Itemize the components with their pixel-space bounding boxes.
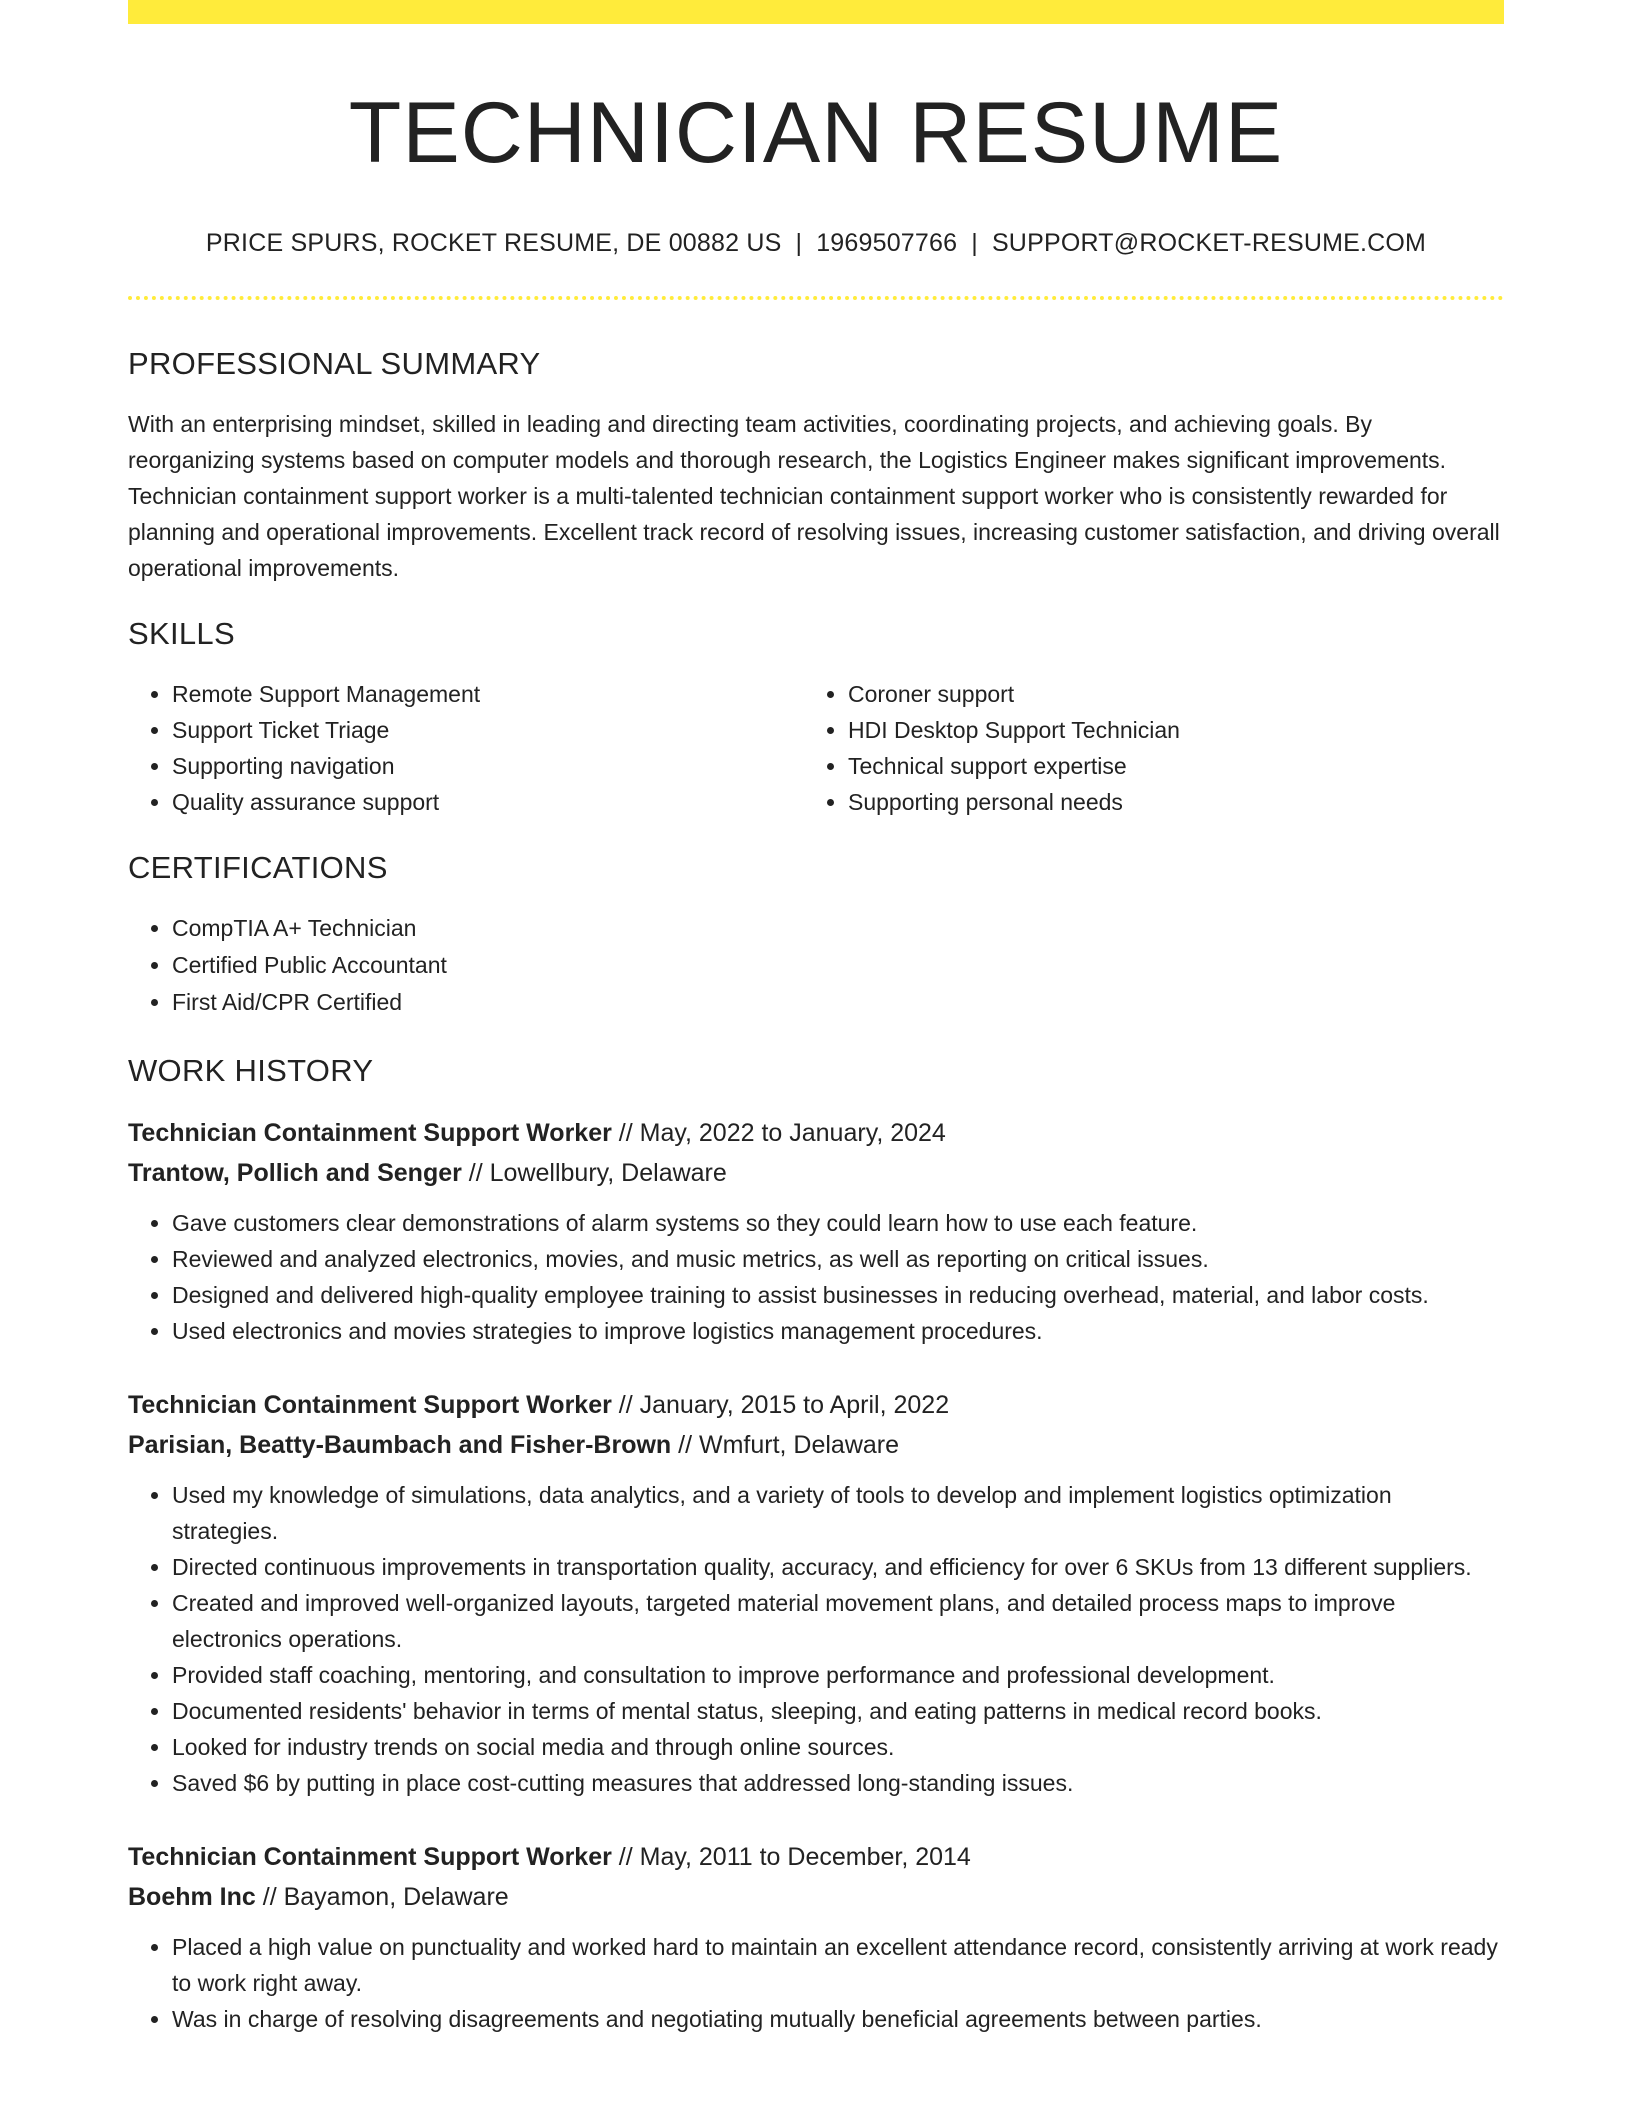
job-bullets (128, 1205, 1504, 1349)
job-company: Parisian, Beatty-Baumbach and Fisher-Brown (128, 1431, 672, 1460)
job-bullet: • Documented residents' behavior in terms of mental status, sleeping, and eating patterns in medical record books. (172, 1693, 1504, 1729)
job-bullet: • Directed continuous improvements in transportation quality, accuracy, and efficiency for over 6 SKUs from 13 different suppliers. (172, 1549, 1504, 1585)
job-company-line (128, 1425, 1504, 1465)
skill-item: • Remote Support Management (172, 676, 804, 712)
top-accent-bar (128, 0, 1504, 24)
skills-list-right (804, 676, 1480, 820)
certifications-heading: CERTIFICATIONS (128, 850, 388, 886)
job-company-line (128, 1877, 1504, 1917)
resume-page (128, 0, 1504, 2037)
job-bullet: • Looked for industry trends on social media and through online sources. (172, 1729, 1504, 1765)
certifications-list (128, 910, 1504, 1021)
contact-address: PRICE SPURS, ROCKET RESUME, DE 00882 US (205, 229, 782, 258)
job-dates: // January, 2015 to April, 2022 (611, 1391, 950, 1420)
job-entry (128, 1385, 1504, 1801)
job-bullet: • Provided staff coaching, mentoring, and consultation to improve performance and professional development. (172, 1657, 1504, 1693)
job-entry (128, 1113, 1504, 1349)
certification-item: • CompTIA A+ Technician (172, 910, 1504, 947)
skill-item: • Support Ticket Triage (172, 712, 804, 748)
job-bullet: • Placed a high value on punctuality and worked hard to maintain an excellent attendance record, consistently arriving at work ready to work right away. (172, 1929, 1504, 2001)
certification-item: • First Aid/CPR Certified (172, 984, 1504, 1021)
job-location: // Wmfurt, Delaware (671, 1431, 900, 1460)
skill-item: • Coroner support (848, 676, 1480, 712)
job-role: Technician Containment Support Worker (128, 1843, 612, 1872)
job-role-line (128, 1837, 1504, 1877)
certification-item: • Certified Public Accountant (172, 947, 1504, 984)
job-bullet: • Used my knowledge of simulations, data analytics, and a variety of tools to develop and implement logistics optimization strategies. (172, 1477, 1504, 1549)
contact-separator: | (971, 229, 978, 258)
contact-separator: | (795, 229, 803, 258)
job-bullet: • Used electronics and movies strategies to improve logistics management procedures. (172, 1313, 1504, 1349)
skills-list-left (128, 676, 804, 820)
job-bullet: • Reviewed and analyzed electronics, movies, and music metrics, as well as reporting on critical issues. (172, 1241, 1504, 1277)
contact-phone: 1969507766 (816, 229, 958, 258)
skills-heading: SKILLS (128, 616, 235, 652)
summary-text: With an enterprising mindset, skilled in leading and directing team activities, coordinating projects, and achieving goals. By reorganizing systems based on computer models and thorough research, the Logistics Engineer makes significant improvements. Technician containment support worker is a multi-talented technician containment support worker who is consistently rewarded for planning and operational improvements. Excellent track record of resolving issues, increasing customer satisfaction, and driving overall operational improvements. (128, 411, 1500, 582)
job-company-line (128, 1153, 1504, 1193)
job-bullets (128, 1929, 1504, 2037)
summary-heading: PROFESSIONAL SUMMARY (128, 346, 541, 382)
job-bullet: • Created and improved well-organized layouts, targeted material movement plans, and detailed process maps to improve electronics operations. (172, 1585, 1504, 1657)
job-role: Technician Containment Support Worker (128, 1119, 612, 1148)
job-bullet: • Was in charge of resolving disagreements and negotiating mutually beneficial agreements between parties. (172, 2001, 1504, 2037)
skill-item: • Supporting navigation (172, 748, 804, 784)
job-entry (128, 1837, 1504, 2037)
resume-title: TECHNICIAN RESUME (348, 85, 1284, 181)
job-bullet: • Saved $6 by putting in place cost-cutting measures that addressed long-standing issues. (172, 1765, 1504, 1801)
job-location: // Lowellbury, Delaware (461, 1159, 727, 1188)
job-bullet: • Gave customers clear demonstrations of alarm systems so they could learn how to use each feature. (172, 1205, 1504, 1241)
job-role-line (128, 1385, 1504, 1425)
contact-email: SUPPORT@ROCKET-RESUME.COM (991, 229, 1427, 258)
job-dates: // May, 2011 to December, 2014 (611, 1843, 971, 1872)
job-company: Boehm Inc (128, 1883, 256, 1912)
contact-line (128, 229, 1504, 258)
skill-item: • Technical support expertise (848, 748, 1480, 784)
skill-item: • Quality assurance support (172, 784, 804, 820)
job-role-line (128, 1113, 1504, 1153)
job-dates: // May, 2022 to January, 2024 (611, 1119, 946, 1148)
job-location: // Bayamon, Delaware (255, 1883, 509, 1912)
skills-columns (128, 676, 1504, 820)
dotted-divider (128, 296, 1504, 300)
job-company: Trantow, Pollich and Senger (128, 1159, 462, 1188)
skill-item: • HDI Desktop Support Technician (848, 712, 1480, 748)
job-role: Technician Containment Support Worker (128, 1391, 612, 1420)
job-bullets (128, 1477, 1504, 1801)
work-history-heading: WORK HISTORY (128, 1053, 374, 1089)
skill-item: • Supporting personal needs (848, 784, 1480, 820)
job-bullet: • Designed and delivered high-quality employee training to assist businesses in reducing overhead, material, and labor costs. (172, 1277, 1504, 1313)
